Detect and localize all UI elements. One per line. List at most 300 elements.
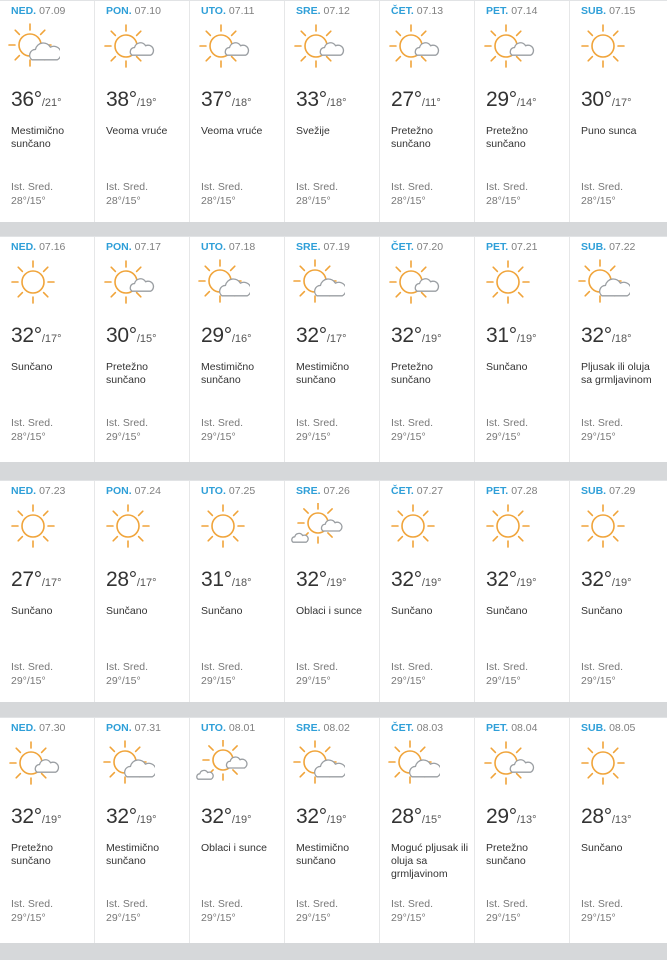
day-of-week: PET. bbox=[486, 5, 509, 17]
day-header bbox=[11, 722, 65, 734]
sun-icon bbox=[576, 23, 630, 69]
high-temp: 31° bbox=[486, 324, 517, 347]
historical-average-value: 28°/15° bbox=[296, 195, 331, 207]
low-temp: /18° bbox=[231, 97, 252, 109]
day-of-week: SRE. bbox=[296, 722, 321, 734]
weather-description: Veoma vruće bbox=[201, 125, 263, 137]
day-card[interactable] bbox=[285, 237, 380, 462]
low-temp: /15° bbox=[136, 333, 157, 345]
day-date: 07.13 bbox=[416, 5, 444, 17]
historical-average-label: Ist. Sred. bbox=[391, 181, 434, 193]
historical-average-label: Ist. Sred. bbox=[391, 661, 434, 673]
day-date: 07.23 bbox=[39, 485, 66, 497]
temperature bbox=[201, 568, 252, 592]
historical-average-value: 29°/15° bbox=[296, 431, 331, 443]
day-card[interactable] bbox=[285, 718, 380, 943]
day-card[interactable] bbox=[95, 718, 190, 943]
day-of-week: UTO. bbox=[201, 241, 226, 253]
low-temp: /19° bbox=[611, 577, 632, 589]
day-date: 07.10 bbox=[134, 5, 161, 17]
sun-icon bbox=[101, 503, 155, 549]
day-of-week: NED. bbox=[11, 241, 37, 253]
weather-description: Mestimično sunčano bbox=[11, 125, 65, 150]
weather-description: Mestimično sunčano bbox=[201, 361, 255, 386]
high-temp: 32° bbox=[106, 805, 137, 828]
historical-average-label: Ist. Sred. bbox=[11, 181, 54, 193]
historical-average-label: Ist. Sred. bbox=[296, 898, 339, 910]
historical-average-value: 29°/15° bbox=[391, 431, 426, 443]
high-temp: 38° bbox=[106, 88, 137, 111]
sun-icon bbox=[576, 740, 630, 786]
historical-average-value: 29°/15° bbox=[391, 912, 426, 924]
historical-average-value: 29°/15° bbox=[106, 675, 141, 687]
day-header bbox=[11, 5, 65, 17]
weather-description: Pretežno sunčano bbox=[11, 842, 54, 867]
historical-average-value: 28°/15° bbox=[11, 195, 46, 207]
weather-description: Moguć pljusak ili oluja sa grmljavinom bbox=[391, 842, 469, 880]
temperature bbox=[296, 324, 347, 348]
high-temp: 29° bbox=[201, 324, 232, 347]
weather-description: Oblaci i sunce bbox=[201, 842, 267, 854]
partly-cloudy-icon bbox=[101, 740, 155, 786]
weather-description: Svežije bbox=[296, 125, 330, 137]
historical-average-label: Ist. Sred. bbox=[201, 417, 244, 429]
historical-average-value: 29°/15° bbox=[11, 912, 46, 924]
day-header bbox=[391, 485, 443, 497]
high-temp: 33° bbox=[296, 88, 327, 111]
low-temp: /17° bbox=[41, 333, 62, 345]
sun-cloud-icon bbox=[196, 23, 250, 69]
day-header bbox=[391, 722, 443, 734]
day-card[interactable] bbox=[380, 481, 475, 702]
temperature bbox=[486, 568, 537, 592]
historical-average-value: 29°/15° bbox=[581, 675, 616, 687]
sun-cloud-icon bbox=[386, 23, 440, 69]
day-header bbox=[11, 485, 65, 497]
day-header bbox=[106, 5, 161, 17]
high-temp: 36° bbox=[11, 88, 42, 111]
day-header bbox=[201, 485, 255, 497]
day-date: 07.25 bbox=[228, 485, 256, 497]
temperature bbox=[106, 324, 157, 348]
day-header bbox=[296, 241, 350, 253]
historical-average-value: 29°/15° bbox=[581, 431, 616, 443]
historical-average-value: 29°/15° bbox=[11, 675, 46, 687]
sun-cloud-icon bbox=[386, 259, 440, 305]
day-date: 07.27 bbox=[416, 485, 444, 497]
weather-description: Sunčano bbox=[201, 605, 243, 617]
temperature bbox=[11, 805, 62, 829]
historical-average-value: 28°/15° bbox=[106, 195, 141, 207]
historical-average-value: 29°/15° bbox=[296, 912, 331, 924]
day-of-week: SRE. bbox=[296, 241, 321, 253]
day-date: 07.12 bbox=[323, 5, 350, 17]
weather-description: Oblaci i sunce bbox=[296, 605, 362, 617]
day-card[interactable] bbox=[570, 237, 667, 462]
weather-description: Sunčano bbox=[11, 605, 53, 617]
day-header bbox=[486, 5, 537, 17]
historical-average-label: Ist. Sred. bbox=[106, 661, 149, 673]
high-temp: 32° bbox=[391, 324, 422, 347]
historical-average-label: Ist. Sred. bbox=[486, 181, 529, 193]
temperature bbox=[201, 324, 252, 348]
low-temp: /17° bbox=[611, 97, 632, 109]
low-temp: /17° bbox=[326, 333, 347, 345]
sun-clouds-icon bbox=[291, 503, 345, 549]
day-header bbox=[486, 485, 537, 497]
temperature bbox=[296, 568, 347, 592]
day-of-week: PET. bbox=[486, 722, 509, 734]
day-of-week: UTO. bbox=[201, 5, 226, 17]
high-temp: 28° bbox=[391, 805, 422, 828]
weather-description: Mestimično sunčano bbox=[296, 842, 350, 867]
sun-icon bbox=[386, 503, 440, 549]
sun-icon bbox=[6, 259, 60, 305]
high-temp: 28° bbox=[581, 805, 612, 828]
low-temp: /19° bbox=[421, 577, 442, 589]
sun-cloud-icon bbox=[481, 740, 535, 786]
temperature bbox=[581, 324, 632, 348]
historical-average-label: Ist. Sred. bbox=[391, 898, 434, 910]
high-temp: 32° bbox=[296, 805, 327, 828]
low-temp: /14° bbox=[516, 97, 537, 109]
sun-cloud-icon bbox=[101, 259, 155, 305]
high-temp: 32° bbox=[391, 568, 422, 591]
day-card[interactable] bbox=[570, 481, 667, 702]
sun-cloud-icon bbox=[101, 23, 155, 69]
day-card[interactable] bbox=[95, 237, 190, 462]
day-card[interactable] bbox=[570, 1, 667, 222]
day-card[interactable] bbox=[380, 237, 475, 462]
day-header bbox=[296, 5, 350, 17]
historical-average-label: Ist. Sred. bbox=[581, 181, 624, 193]
weather-description: Sunčano bbox=[106, 605, 148, 617]
day-of-week: PON. bbox=[106, 5, 132, 17]
day-header bbox=[201, 5, 254, 17]
temperature bbox=[106, 805, 157, 829]
day-card[interactable] bbox=[95, 481, 190, 702]
day-header bbox=[106, 722, 161, 734]
temperature bbox=[11, 568, 62, 592]
day-date: 07.11 bbox=[228, 5, 255, 17]
temperature bbox=[486, 805, 537, 829]
weather-description: Veoma vruće bbox=[106, 125, 168, 137]
partly-cloudy-icon bbox=[576, 259, 630, 305]
day-date: 08.03 bbox=[416, 722, 444, 734]
day-card[interactable] bbox=[0, 237, 95, 462]
temperature bbox=[581, 568, 632, 592]
temperature bbox=[391, 568, 442, 592]
weather-description: Pretežno sunčano bbox=[391, 125, 434, 150]
temperature bbox=[11, 88, 62, 112]
day-card[interactable] bbox=[475, 481, 570, 702]
day-of-week: NED. bbox=[11, 5, 37, 17]
day-of-week: SUB. bbox=[581, 241, 607, 253]
high-temp: 30° bbox=[106, 324, 137, 347]
day-header bbox=[391, 241, 443, 253]
day-card[interactable] bbox=[475, 1, 570, 222]
day-header bbox=[581, 241, 635, 253]
weather-description: Pretežno sunčano bbox=[391, 361, 434, 386]
high-temp: 32° bbox=[201, 805, 232, 828]
historical-average-label: Ist. Sred. bbox=[11, 898, 54, 910]
day-header bbox=[296, 485, 350, 497]
low-temp: /19° bbox=[231, 814, 252, 826]
day-card[interactable] bbox=[190, 481, 285, 702]
day-card[interactable] bbox=[0, 481, 95, 702]
temperature bbox=[296, 88, 347, 112]
partly-cloudy-icon bbox=[386, 740, 440, 786]
historical-average-label: Ist. Sred. bbox=[486, 898, 529, 910]
historical-average-value: 29°/15° bbox=[201, 675, 236, 687]
historical-average-label: Ist. Sred. bbox=[201, 898, 244, 910]
temperature bbox=[486, 324, 537, 348]
day-date: 07.22 bbox=[609, 241, 636, 253]
forecast-week-row bbox=[0, 480, 667, 702]
day-header bbox=[486, 722, 537, 734]
day-date: 08.02 bbox=[323, 722, 350, 734]
low-temp: /21° bbox=[41, 97, 62, 109]
temperature bbox=[581, 805, 632, 829]
historical-average-label: Ist. Sred. bbox=[201, 661, 244, 673]
forecast-week-row bbox=[0, 0, 667, 222]
low-temp: /19° bbox=[326, 814, 347, 826]
historical-average-value: 29°/15° bbox=[106, 431, 141, 443]
high-temp: 27° bbox=[391, 88, 422, 111]
low-temp: /19° bbox=[41, 814, 62, 826]
sun-clouds-icon bbox=[196, 740, 250, 786]
historical-average-label: Ist. Sred. bbox=[296, 181, 339, 193]
day-card[interactable] bbox=[190, 237, 285, 462]
day-of-week: ČET. bbox=[391, 485, 414, 497]
day-card[interactable] bbox=[0, 718, 95, 943]
temperature bbox=[486, 88, 537, 112]
temperature bbox=[391, 324, 442, 348]
historical-average-value: 29°/15° bbox=[201, 431, 236, 443]
low-temp: /19° bbox=[326, 577, 347, 589]
day-header bbox=[391, 5, 443, 17]
historical-average-value: 29°/15° bbox=[486, 675, 521, 687]
historical-average-value: 28°/15° bbox=[581, 195, 616, 207]
sun-icon bbox=[481, 503, 535, 549]
day-of-week: UTO. bbox=[201, 722, 226, 734]
low-temp: /13° bbox=[611, 814, 632, 826]
low-temp: /18° bbox=[611, 333, 632, 345]
weather-description: Sunčano bbox=[391, 605, 433, 617]
day-of-week: PON. bbox=[106, 722, 132, 734]
forecast-week-row bbox=[0, 236, 667, 462]
day-of-week: NED. bbox=[11, 485, 37, 497]
historical-average-value: 28°/15° bbox=[11, 431, 46, 443]
day-card[interactable] bbox=[475, 237, 570, 462]
high-temp: 27° bbox=[11, 568, 42, 591]
day-card[interactable] bbox=[190, 718, 285, 943]
historical-average-value: 28°/15° bbox=[486, 195, 521, 207]
partly-cloudy-icon bbox=[291, 740, 345, 786]
historical-average-value: 29°/15° bbox=[581, 912, 616, 924]
day-header bbox=[11, 241, 65, 253]
temperature bbox=[201, 88, 252, 112]
day-of-week: PON. bbox=[106, 241, 132, 253]
low-temp: /11° bbox=[421, 97, 441, 109]
day-card[interactable] bbox=[570, 718, 667, 943]
historical-average-label: Ist. Sred. bbox=[106, 181, 149, 193]
historical-average-label: Ist. Sred. bbox=[11, 417, 54, 429]
weather-description: Sunčano bbox=[486, 605, 528, 617]
low-temp: /18° bbox=[326, 97, 347, 109]
temperature bbox=[581, 88, 632, 112]
sun-cloud-icon bbox=[6, 740, 60, 786]
low-temp: /19° bbox=[421, 333, 442, 345]
historical-average-label: Ist. Sred. bbox=[296, 661, 339, 673]
day-header bbox=[201, 722, 255, 734]
day-card[interactable] bbox=[0, 1, 95, 222]
day-card[interactable] bbox=[285, 1, 380, 222]
historical-average-label: Ist. Sred. bbox=[106, 898, 149, 910]
historical-average-value: 29°/15° bbox=[486, 431, 521, 443]
historical-average-value: 29°/15° bbox=[391, 675, 426, 687]
day-date: 07.14 bbox=[511, 5, 538, 17]
day-date: 07.18 bbox=[228, 241, 256, 253]
historical-average-label: Ist. Sred. bbox=[486, 661, 529, 673]
day-card[interactable] bbox=[380, 718, 475, 943]
historical-average-value: 29°/15° bbox=[201, 912, 236, 924]
day-header bbox=[581, 5, 635, 17]
day-date: 08.01 bbox=[228, 722, 256, 734]
temperature bbox=[391, 805, 442, 829]
weather-description: Sunčano bbox=[486, 361, 528, 373]
day-card[interactable] bbox=[95, 1, 190, 222]
low-temp: /15° bbox=[421, 814, 442, 826]
historical-average-value: 29°/15° bbox=[106, 912, 141, 924]
day-date: 07.17 bbox=[134, 241, 161, 253]
day-of-week: PET. bbox=[486, 241, 509, 253]
day-of-week: SRE. bbox=[296, 5, 321, 17]
historical-average-label: Ist. Sred. bbox=[581, 898, 624, 910]
weather-description: Pljusak ili oluja sa grmljavinom bbox=[581, 361, 652, 386]
day-header bbox=[106, 241, 161, 253]
day-of-week: SUB. bbox=[581, 722, 607, 734]
forecast-week-row bbox=[0, 717, 667, 943]
day-date: 07.21 bbox=[511, 241, 538, 253]
weather-description: Pretežno sunčano bbox=[486, 125, 529, 150]
temperature bbox=[11, 324, 62, 348]
day-of-week: NED. bbox=[11, 722, 37, 734]
historical-average-value: 29°/15° bbox=[486, 912, 521, 924]
low-temp: /17° bbox=[41, 577, 62, 589]
weather-description: Sunčano bbox=[581, 842, 623, 854]
day-card[interactable] bbox=[190, 1, 285, 222]
day-date: 07.24 bbox=[134, 485, 161, 497]
day-date: 07.16 bbox=[39, 241, 66, 253]
weather-description: Pretežno sunčano bbox=[106, 361, 149, 386]
high-temp: 31° bbox=[201, 568, 232, 591]
sun-cloud-icon bbox=[481, 23, 535, 69]
high-temp: 32° bbox=[486, 568, 517, 591]
day-date: 08.05 bbox=[609, 722, 636, 734]
weather-description: Sunčano bbox=[11, 361, 53, 373]
day-date: 07.31 bbox=[134, 722, 161, 734]
high-temp: 37° bbox=[201, 88, 232, 111]
weather-description: Mestimično sunčano bbox=[296, 361, 350, 386]
day-header bbox=[296, 722, 350, 734]
historical-average-value: 29°/15° bbox=[296, 675, 331, 687]
day-date: 07.26 bbox=[323, 485, 350, 497]
historical-average-label: Ist. Sred. bbox=[581, 661, 624, 673]
day-header bbox=[201, 241, 255, 253]
low-temp: /19° bbox=[136, 97, 157, 109]
day-header bbox=[106, 485, 161, 497]
historical-average-value: 28°/15° bbox=[201, 195, 236, 207]
sun-cloud-icon bbox=[291, 23, 345, 69]
temperature bbox=[106, 568, 157, 592]
day-of-week: SUB. bbox=[581, 485, 607, 497]
day-of-week: PON. bbox=[106, 485, 132, 497]
historical-average-label: Ist. Sred. bbox=[486, 417, 529, 429]
day-date: 07.15 bbox=[609, 5, 636, 17]
historical-average-label: Ist. Sred. bbox=[581, 417, 624, 429]
historical-average-label: Ist. Sred. bbox=[11, 661, 54, 673]
day-date: 07.19 bbox=[323, 241, 350, 253]
day-header bbox=[581, 722, 635, 734]
high-temp: 29° bbox=[486, 805, 517, 828]
low-temp: /18° bbox=[231, 577, 252, 589]
day-date: 07.09 bbox=[39, 5, 66, 17]
day-date: 07.29 bbox=[609, 485, 636, 497]
day-of-week: ČET. bbox=[391, 5, 414, 17]
partly-cloudy-icon bbox=[6, 23, 60, 69]
historical-average-label: Ist. Sred. bbox=[201, 181, 244, 193]
sun-icon bbox=[576, 503, 630, 549]
day-date: 07.28 bbox=[511, 485, 538, 497]
day-header bbox=[486, 241, 537, 253]
high-temp: 32° bbox=[11, 805, 42, 828]
low-temp: /19° bbox=[516, 333, 537, 345]
sun-icon bbox=[481, 259, 535, 305]
temperature bbox=[106, 88, 157, 112]
day-card[interactable] bbox=[475, 718, 570, 943]
day-card[interactable] bbox=[380, 1, 475, 222]
high-temp: 28° bbox=[106, 568, 137, 591]
high-temp: 32° bbox=[581, 324, 612, 347]
day-of-week: SRE. bbox=[296, 485, 321, 497]
day-header bbox=[581, 485, 635, 497]
sun-icon bbox=[196, 503, 250, 549]
temperature bbox=[296, 805, 347, 829]
historical-average-label: Ist. Sred. bbox=[391, 417, 434, 429]
weather-description: Sunčano bbox=[581, 605, 623, 617]
low-temp: /17° bbox=[136, 577, 157, 589]
temperature bbox=[391, 88, 441, 112]
low-temp: /19° bbox=[516, 577, 537, 589]
day-date: 07.20 bbox=[416, 241, 444, 253]
historical-average-label: Ist. Sred. bbox=[106, 417, 149, 429]
day-card[interactable] bbox=[285, 481, 380, 702]
day-of-week: ČET. bbox=[391, 241, 414, 253]
day-date: 08.04 bbox=[511, 722, 538, 734]
high-temp: 32° bbox=[296, 568, 327, 591]
historical-average-value: 28°/15° bbox=[391, 195, 426, 207]
day-of-week: ČET. bbox=[391, 722, 414, 734]
high-temp: 30° bbox=[581, 88, 612, 111]
partly-cloudy-icon bbox=[291, 259, 345, 305]
weather-description: Mestimično sunčano bbox=[106, 842, 160, 867]
low-temp: /13° bbox=[516, 814, 537, 826]
day-of-week: SUB. bbox=[581, 5, 607, 17]
low-temp: /19° bbox=[136, 814, 157, 826]
day-date: 07.30 bbox=[39, 722, 66, 734]
high-temp: 29° bbox=[486, 88, 517, 111]
